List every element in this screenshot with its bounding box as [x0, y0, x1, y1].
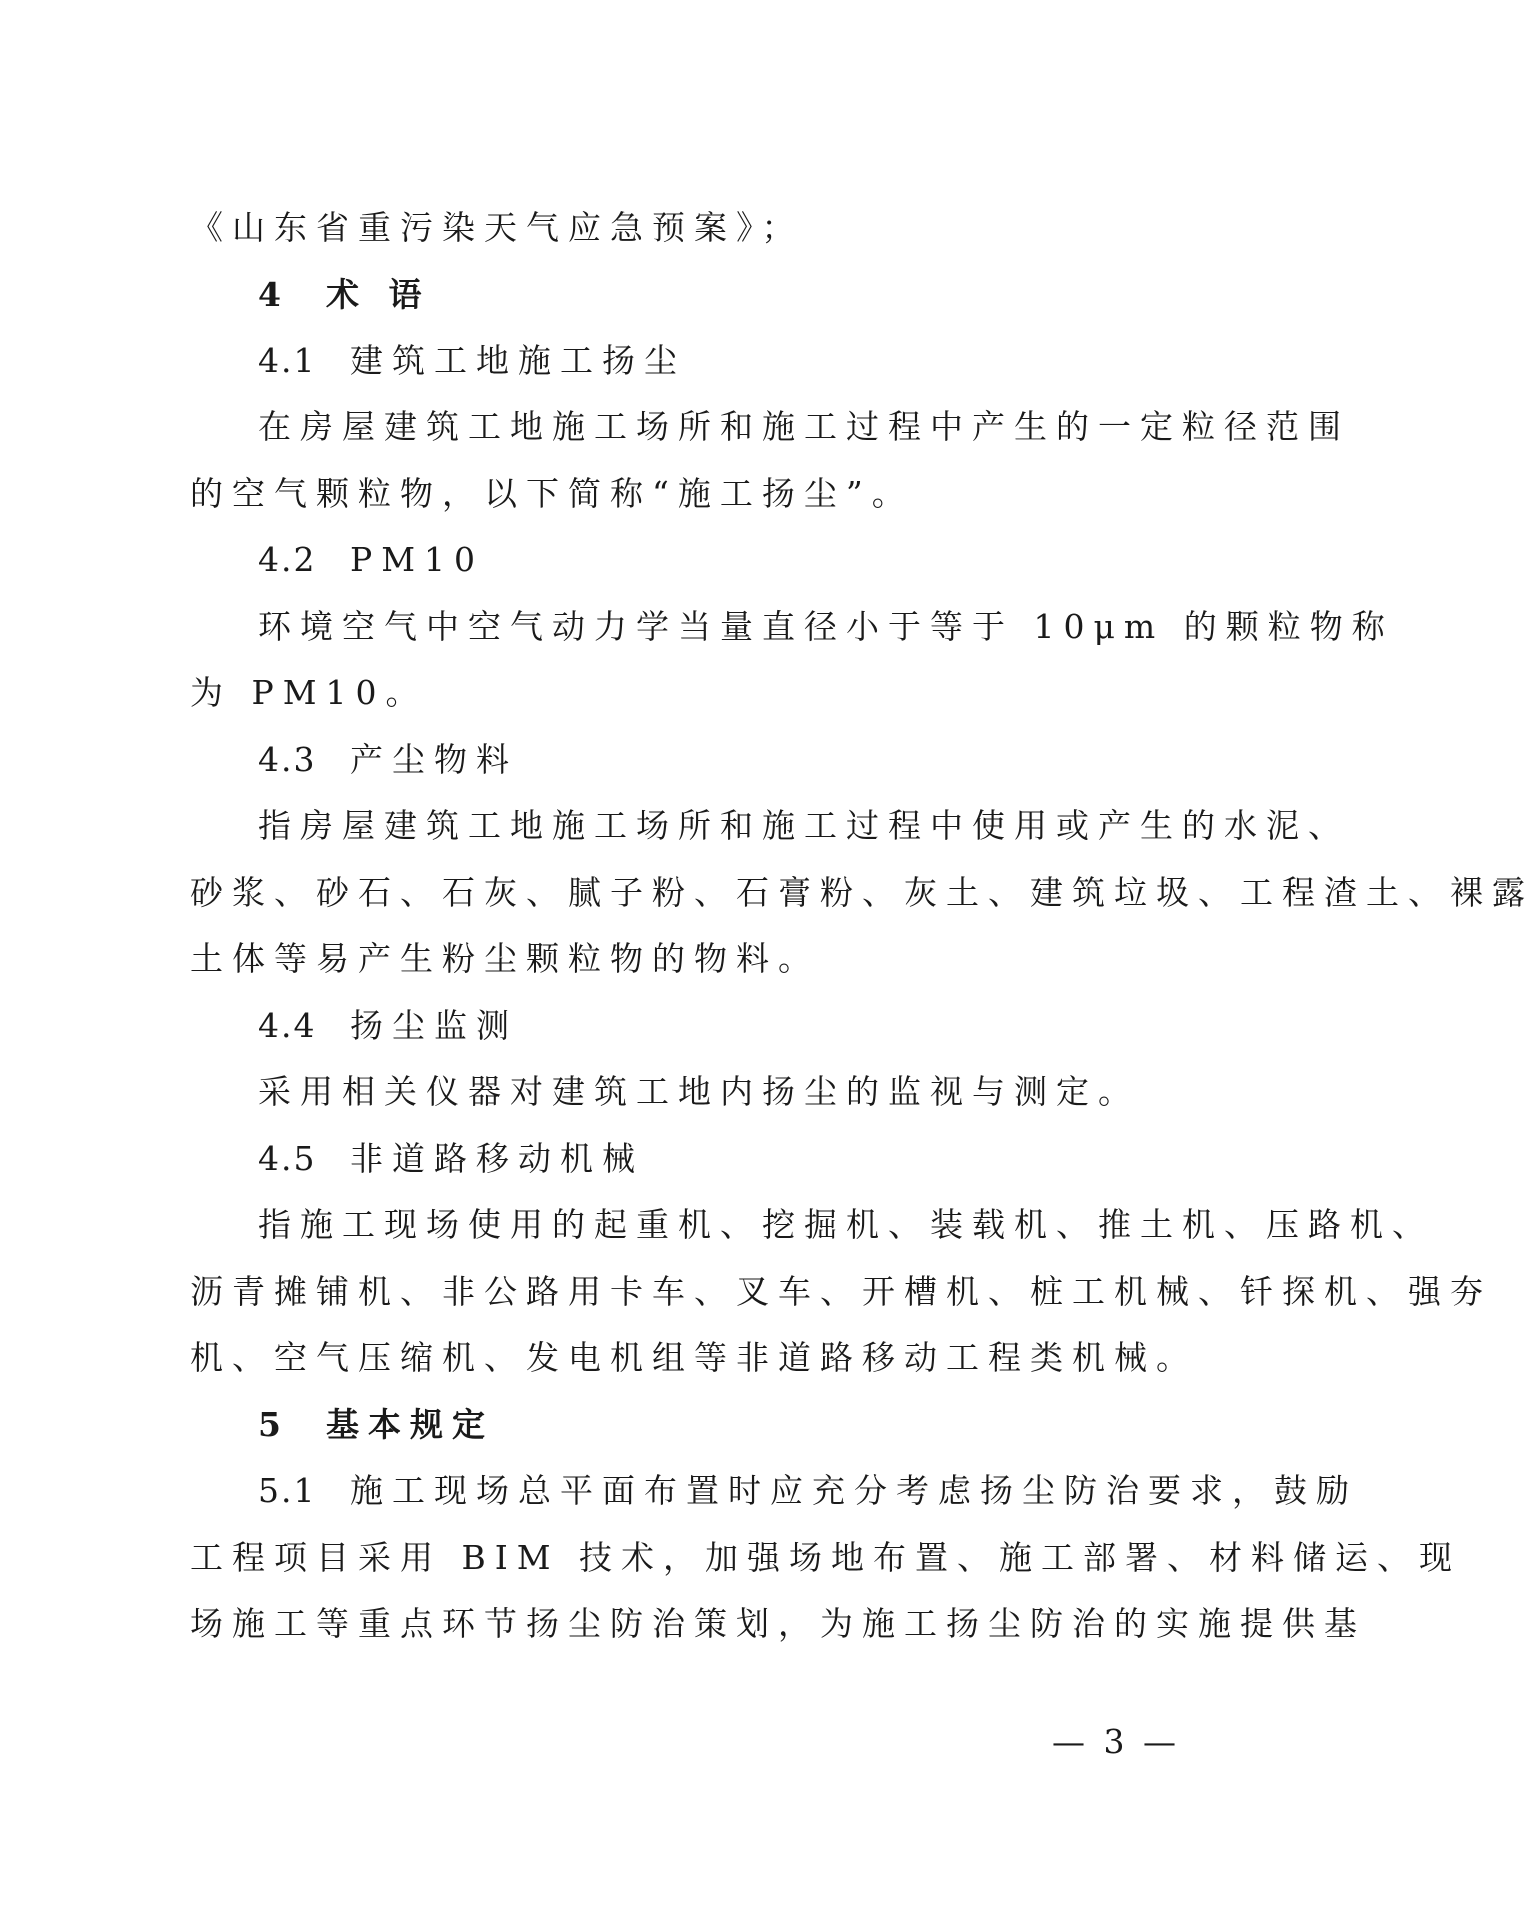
- section-title: 基本规定: [326, 1405, 494, 1444]
- section-heading-5: [258, 1405, 1190, 1445]
- paragraph-line: 机、空气压缩机、发电机组等非道路移动工程类机械。: [190, 1338, 1198, 1377]
- term-heading-4-4: [258, 1006, 1190, 1046]
- paragraph-line: 在房屋建筑工地施工场所和施工过程中产生的一定粒径范围: [258, 407, 1350, 446]
- paragraph-line: 指施工现场使用的起重机、挖掘机、装载机、推土机、压路机、: [258, 1205, 1434, 1244]
- paragraph-line: 的空气颗粒物，以下简称“施工扬尘”。: [190, 474, 914, 513]
- clause-number: 5.1: [258, 1471, 317, 1510]
- term-title: 非道路移动机械: [350, 1139, 644, 1178]
- term-number: 4.3: [258, 740, 317, 779]
- paragraph-line: 为 PM10。: [190, 673, 428, 712]
- term-title: PM10: [350, 540, 484, 579]
- term-number: 4.5: [258, 1139, 317, 1178]
- term-heading-4-3: [258, 740, 1190, 780]
- section-title: 术 语: [326, 275, 431, 314]
- paragraph-line: 环境空气中空气动力学当量直径小于等于 10μm 的颗粒物称: [258, 607, 1394, 646]
- term-number: 4.4: [258, 1006, 317, 1045]
- paragraph-line: 沥青摊铺机、非公路用卡车、叉车、开槽机、桩工机械、钎探机、强夯: [190, 1272, 1492, 1311]
- term-title: 产尘物料: [350, 740, 518, 779]
- term-heading-4-1: [258, 341, 1190, 381]
- section-number: 4: [258, 275, 283, 314]
- term-number: 4.2: [258, 540, 317, 579]
- term-heading-4-2: [258, 540, 1190, 580]
- page-number: — 3 —: [1052, 1722, 1180, 1761]
- term-title: 建筑工地施工扬尘: [350, 341, 686, 380]
- paragraph-line: 工程项目采用 BIM 技术，加强场地布置、施工部署、材料储运、现: [190, 1538, 1462, 1577]
- paragraph-line: 《山东省重污染天气应急预案》；: [190, 208, 804, 247]
- clause-text: 施工现场总平面布置时应充分考虑扬尘防治要求，鼓励: [350, 1471, 1358, 1510]
- section-heading-4: [258, 275, 1190, 315]
- term-number: 4.1: [258, 341, 317, 380]
- term-heading-4-5: [258, 1139, 1190, 1179]
- paragraph-line: 采用相关仪器对建筑工地内扬尘的监视与测定。: [258, 1072, 1140, 1111]
- paragraph-line: 砂浆、砂石、石灰、腻子粉、石膏粉、灰土、建筑垃圾、工程渣土、裸露: [190, 873, 1534, 912]
- term-title: 扬尘监测: [350, 1006, 518, 1045]
- section-number: 5: [258, 1405, 283, 1444]
- paragraph-line: 土体等易产生粉尘颗粒物的物料。: [190, 939, 820, 978]
- paragraph-line: 场施工等重点环节扬尘防治策划，为施工扬尘防治的实施提供基: [190, 1604, 1366, 1643]
- paragraph-line: 指房屋建筑工地施工场所和施工过程中使用或产生的水泥、: [258, 806, 1350, 845]
- paragraph-line-5-1: [258, 1471, 1358, 1511]
